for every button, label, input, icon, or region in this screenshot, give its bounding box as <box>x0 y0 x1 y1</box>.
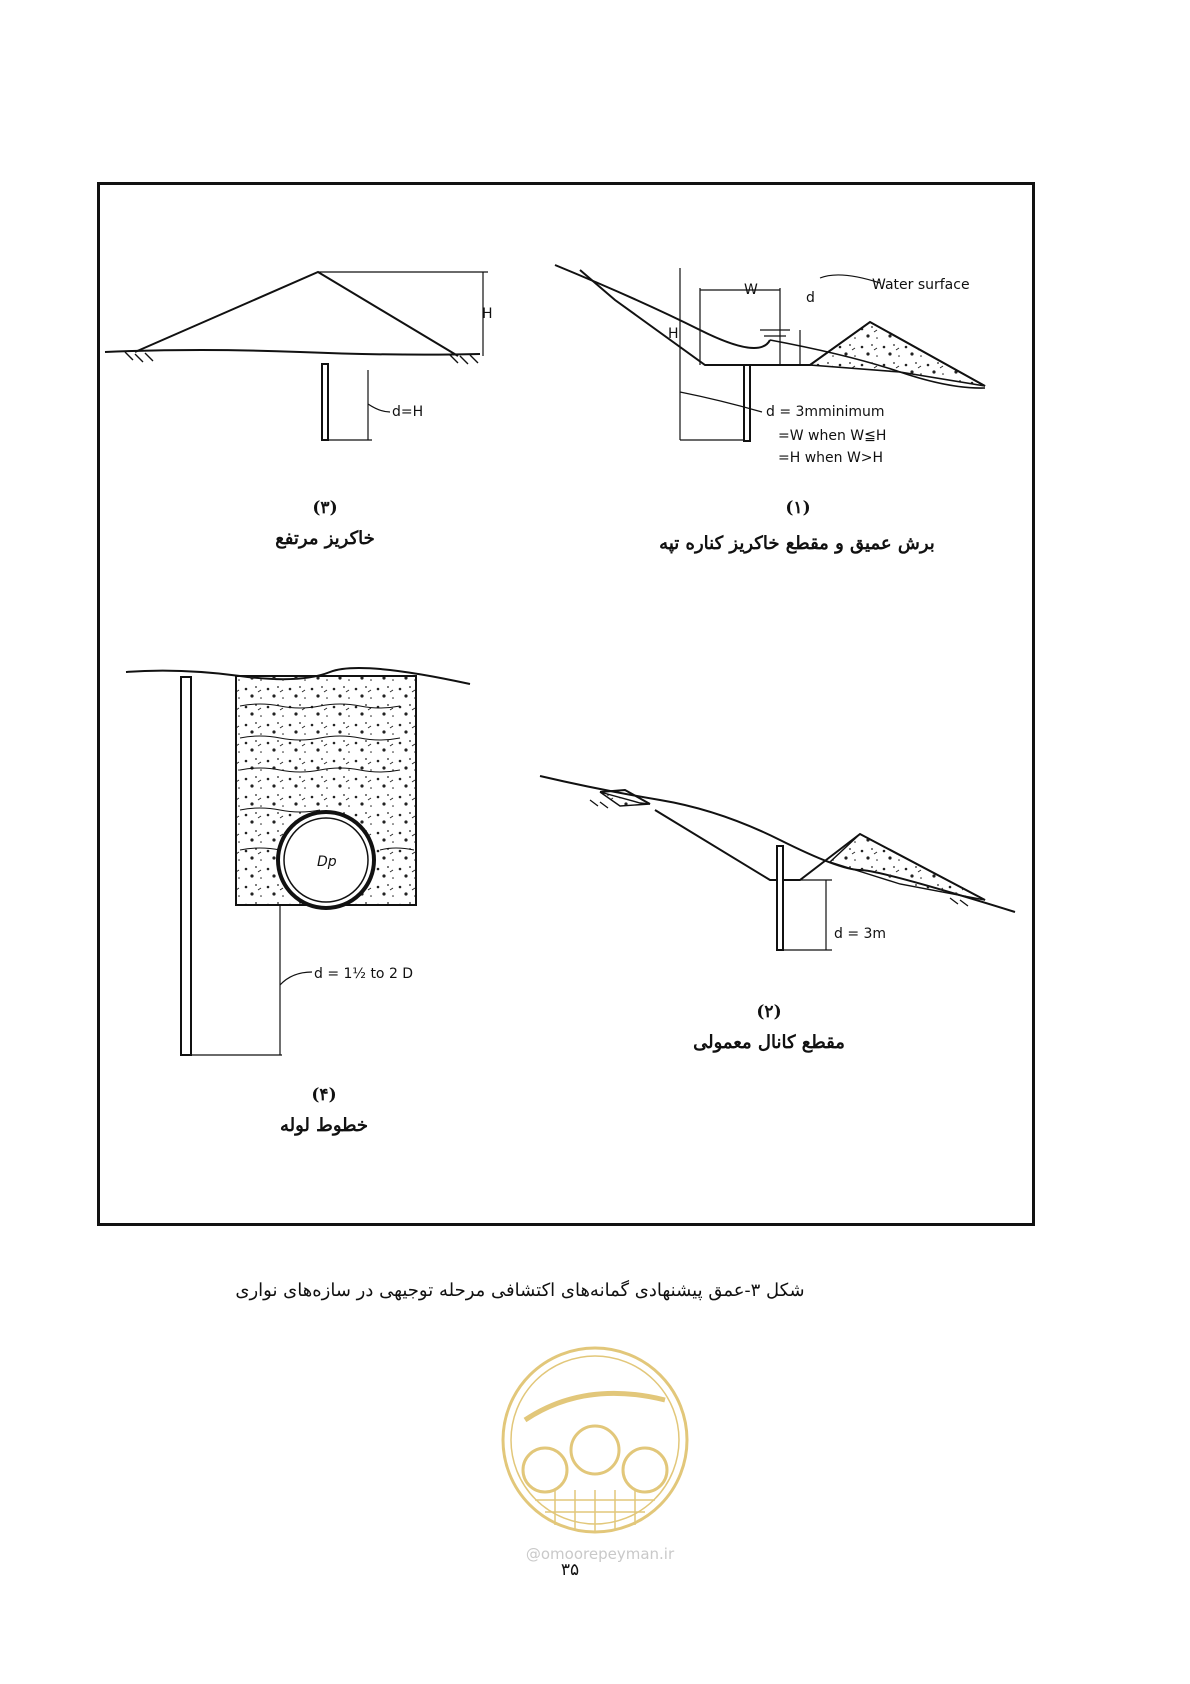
panel-1-d-label: d <box>806 290 815 306</box>
panel-4-drawing <box>126 668 470 1055</box>
panel-4-title: خطوط لوله <box>279 1115 369 1136</box>
page-number: ۳۵ <box>560 1560 580 1580</box>
panel-4-number: (۴) <box>311 1085 337 1105</box>
panel-1-depth-line3: =H when W>H <box>778 450 884 466</box>
figure-caption: شکل ۳-عمق پیشنهادی گمانه‌های اکتشافی مرحله توجیهی در سازه‌های نواری <box>235 1280 805 1301</box>
panel-1-water-surface-label: Water surface <box>872 277 970 293</box>
panel-3-depth-label: d=H <box>392 404 424 420</box>
panel-1-h-label: H <box>668 326 679 342</box>
panel-1-w-label: W <box>744 282 758 298</box>
panel-4-dp-label: Dp <box>317 854 337 870</box>
logo-seal <box>495 1340 695 1540</box>
panel-3-h-label: H <box>482 306 493 322</box>
panel-2-depth-label: d = 3m <box>834 926 887 942</box>
panel-4-depth-label: d = 1½ to 2 D <box>314 966 414 982</box>
panel-3-number: (۳) <box>312 498 338 518</box>
panel-3-drawing <box>105 272 488 440</box>
panel-1-title: برش عمیق و مقطع خاکریز کناره تپه <box>659 533 935 554</box>
panel-1-number: (۱) <box>785 498 811 518</box>
panel-1-depth-line2: =W when W≦H <box>778 428 887 444</box>
watermark-text: @omoorepeyman.ir <box>525 1545 675 1563</box>
panel-2-title: مقطع کانال معمولی <box>693 1032 845 1053</box>
panel-2-number: (۲) <box>756 1002 782 1022</box>
panel-2-drawing <box>540 776 1015 950</box>
panel-3-title: خاکریز مرتفع <box>275 528 375 549</box>
panel-1-depth-line1: d = 3mminimum <box>766 404 885 420</box>
